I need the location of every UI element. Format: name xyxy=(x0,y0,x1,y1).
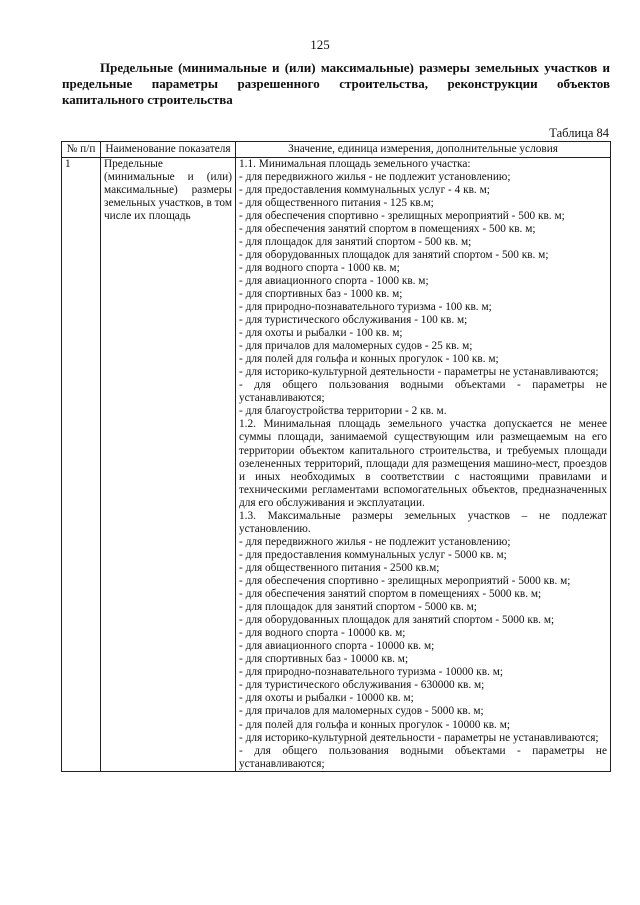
value-line: - для водного спорта - 10000 кв. м; xyxy=(239,627,406,640)
value-line: 1.3. Максимальные размеры земельных участков – не подлежат установлению. xyxy=(239,509,607,535)
cell-num: 1 xyxy=(62,157,101,771)
value-line: - для причалов для маломерных судов - 25 кв. м; xyxy=(239,340,473,353)
value-line: - для общественного питания - 2500 кв.м; xyxy=(239,561,440,574)
value-line: - для историко-культурной деятельности - параметры не устанавливаются; xyxy=(239,366,599,379)
value-line: - для обеспечения занятий спортом в помещениях - 5000 кв. м; xyxy=(239,588,542,601)
value-line: - для площадок для занятий спортом - 5000 кв. м; xyxy=(239,601,477,614)
value-line: - для спортивных баз - 1000 кв. м; xyxy=(239,287,403,300)
value-line: - для площадок для занятий спортом - 500 кв. м; xyxy=(239,235,472,248)
value-line: - для туристического обслуживания - 630000 кв. м; xyxy=(239,679,485,692)
header-num: № п/п xyxy=(62,142,101,158)
value-line: - для охоты и рыбалки - 10000 кв. м; xyxy=(239,692,414,705)
value-line: - для историко-культурной деятельности - параметры не устанавливаются; xyxy=(239,731,599,744)
value-line: - для причалов для маломерных судов - 5000 кв. м; xyxy=(239,705,484,718)
value-line: - для оборудованных площадок для занятий спортом - 5000 кв. м; xyxy=(239,614,555,627)
cell-value xyxy=(236,157,611,771)
value-line: - для авиационного спорта - 1000 кв. м; xyxy=(239,274,429,287)
value-line: - для общего пользования водными объектами - параметры не устанавливаются; xyxy=(239,744,607,770)
table-caption: Таблица 84 xyxy=(549,126,609,140)
header-value: Значение, единица измерения, дополнительные условия xyxy=(236,142,611,158)
value-line: - для туристического обслуживания - 100 кв. м; xyxy=(239,314,468,327)
value-line: - для обеспечения занятий спортом в помещениях - 500 кв. м; xyxy=(239,222,536,235)
value-line: - для авиационного спорта - 10000 кв. м; xyxy=(239,640,435,653)
page-title: Предельные (минимальные и (или) максимальные) размеры земельных участков и предельные параметры разрешенного строительства, реконструкции объектов капитального строительства xyxy=(62,60,610,107)
parameters-table xyxy=(61,141,611,772)
value-line: 1.1. Минимальная площадь земельного участка: xyxy=(239,157,471,170)
value-line: - для природно-познавательного туризма - 100 кв. м; xyxy=(239,301,492,314)
value-line: - для полей для гольфа и конных прогулок - 100 кв. м; xyxy=(239,353,499,366)
value-line: - для предоставления коммунальных услуг - 5000 кв. м; xyxy=(239,548,507,561)
value-line: - для охоты и рыбалки - 100 кв. м; xyxy=(239,327,403,340)
value-line: - для природно-познавательного туризма - 10000 кв. м; xyxy=(239,666,504,679)
table-header-row xyxy=(62,142,611,158)
value-line: - для водного спорта - 1000 кв. м; xyxy=(239,261,400,274)
table-row xyxy=(62,157,611,771)
value-line: - для предоставления коммунальных услуг - 4 кв. м; xyxy=(239,183,490,196)
value-line: - для полей для гольфа и конных прогулок - 10000 кв. м; xyxy=(239,718,510,731)
value-line: - для обеспечения спортивно - зрелищных мероприятий - 500 кв. м; xyxy=(239,209,565,222)
value-line: - для обеспечения спортивно - зрелищных мероприятий - 5000 кв. м; xyxy=(239,575,571,587)
value-line: - для передвижного жилья - не подлежит установлению; xyxy=(239,170,511,183)
value-line: 1.2. Минимальная площадь земельного участка допускается не менее суммы площади, занимаемой существующим или размещаемым на его территории объектом капитального строительства, и требуемых площади озелененных территорий, площади для размещения машино-мест, проездов и иных необходимых в соответствии с настоящими правилами и техническими регламентами вспомогательных объектов, предназначенных для его обслуживания и эксплуатации. xyxy=(239,418,607,509)
page-number: 125 xyxy=(310,37,330,52)
cell-name: Предельные (минимальные и (или) максимальные) размеры земельных участков, в том числе их площадь xyxy=(101,157,236,771)
value-line: - для общего пользования водными объектами - параметры не устанавливаются; xyxy=(239,379,607,405)
value-line: - для общественного питания - 125 кв.м; xyxy=(239,196,434,209)
value-line: - для передвижного жилья - не подлежит установлению; xyxy=(239,535,511,548)
value-line: - для оборудованных площадок для занятий спортом - 500 кв. м; xyxy=(239,248,549,261)
header-name: Наименование показателя xyxy=(101,142,236,158)
value-line: - для благоустройства территории - 2 кв. м. xyxy=(239,405,447,418)
value-line: - для спортивных баз - 10000 кв. м; xyxy=(239,653,409,666)
